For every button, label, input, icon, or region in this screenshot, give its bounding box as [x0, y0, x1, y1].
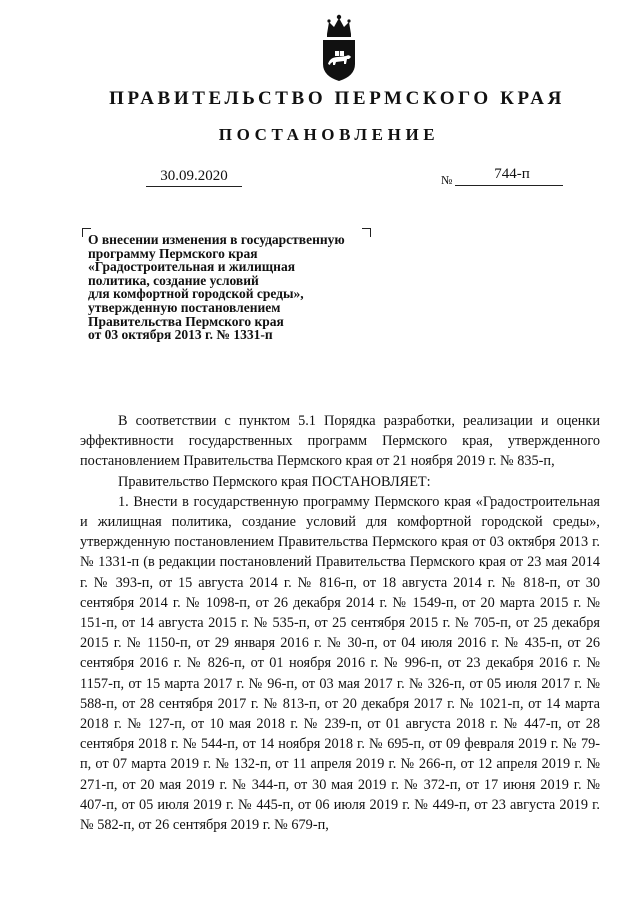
subject-line: Правительства Пермского края [88, 313, 284, 329]
subject-line: О внесении изменения в государственную [88, 232, 345, 247]
document-date: 30.09.2020 [146, 168, 242, 187]
body-paragraph: В соответствии с пунктом 5.1 Порядка разработки, реализации и оценки эффективности государственных программ Пермского края, утвержденного постановлением Правительства Пермского края от 21 ноября 2019 г. № 835-п, [80, 413, 600, 470]
perm-coat-of-arms-icon [318, 12, 360, 82]
document-subject [88, 233, 388, 342]
government-title: ПРАВИТЕЛЬСТВО ПЕРМСКОГО КРАЯ [109, 88, 565, 109]
subject-line: для комфортной городской среды», [88, 286, 304, 302]
body-paragraph: 1. Внести в государственную программу Пермского края «Градостроительная и жилищная политика, создание условий для комфортной городской среды», утвержденную постановлением Правительства Пермского края от 03 октября 2013 г. № 1331-п (в редакции постановлений Правительства Пермского края от 23 мая 2014 г. № 393-п, от 15 августа 2014 г. № 816-п, от 18 августа 2014 г. № 818-п, от 30 сентября 2014 г. № 1098-п, от 26 декабря 2014 г. № 1549-п, от 20 марта 2015 г. № 151-п, от 14 августа 2015 г. № 535-п, от 25 сентября 2015 г. № 705-п, от 25 декабря 2015 г. № 1150-п, от 29 января 2016 г. № 30-п, от 04 июля 2016 г. № 435-п, от 26 сентября 2016 г. № 826-п, от 01 ноября 2016 г. № 996-п, от 23 декабря 2016 г. № 1157-п, от 15 марта 2017 г. № 96-п, от 03 мая 2017 г. № 326-п, от 05 июля 2017 г. № 588-п, от 28 сентября 2017 г. № 813-п, от 20 декабря 2017 г. № 1021-п, от 14 марта 2018 г. № 127-п, от 10 мая 2018 г. № 239-п, от 01 августа 2018 г. № 447-п, от 28 сентября 2018 г. № 544-п, от 14 ноября 2018 г. № 695-п, от 09 февраля 2019 г. № 79-п, от 07 марта 2019 г. № 132-п, от 11 апреля 2019 г. № 266-п, от 12 апреля 2019 г. № 271-п, от 20 мая 2019 г. № 344-п, от 30 мая 2019 г. № 372-п, от 17 июня 2019 г. № 407-п, от 05 июля 2019 г. № 445-п, от 06 июля 2019 г. № 449-п, от 23 августа 2019 г. № 582-п, от 26 сентября 2019 г. № 679-п, [80, 493, 600, 834]
document-body [80, 411, 600, 835]
number-sign: № [441, 173, 453, 187]
subject-line: от 03 октября 2013 г. № 1331-п [88, 327, 273, 343]
body-paragraph: Правительство Пермского края ПОСТАНОВЛЯЕТ: [118, 473, 431, 490]
document-type: ПОСТАНОВЛЕНИЕ [218, 125, 440, 144]
subject-line: программу Пермского края [88, 245, 258, 261]
subject-line: политика, создание условий [88, 272, 259, 288]
subject-line: утвержденную постановлением [88, 299, 281, 315]
document-number: 744-п [455, 166, 563, 186]
subject-line: «Градостроительная и жилищная [88, 259, 295, 275]
